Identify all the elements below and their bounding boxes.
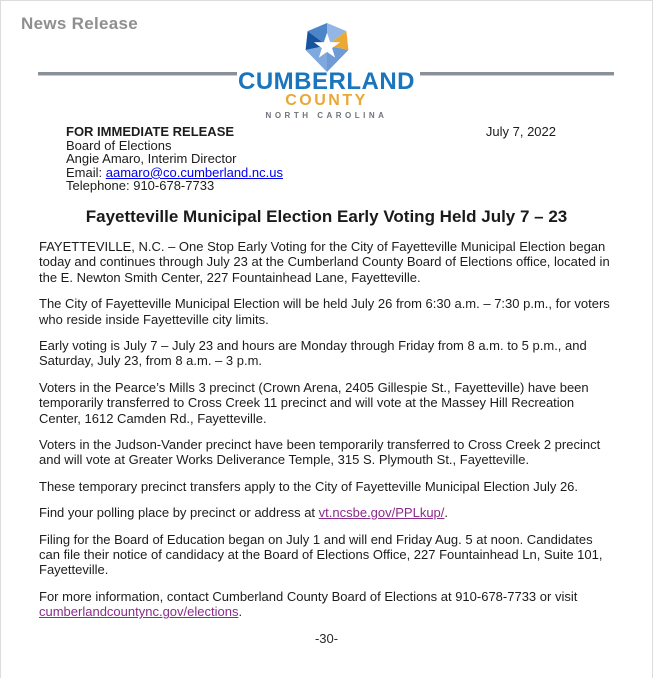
email-link[interactable]: aamaro@co.cumberland.nc.us: [105, 164, 283, 180]
logo-county: COUNTY: [285, 92, 368, 109]
polling-place-link[interactable]: vt.ncsbe.gov/PPLkup/: [318, 505, 445, 521]
release-org: Board of Elections: [66, 137, 172, 153]
release-header: [66, 125, 556, 193]
release-contact-block: [66, 125, 283, 193]
article-body: [39, 239, 614, 620]
paragraph: Filing for the Board of Education began on July 1 and will end Friday Aug. 5 at noon. Candidates can file their notice of candidacy at the Board of Elections Office, 227 Fountainhead Ln, Suite 101, Fayetteville.: [39, 531, 603, 578]
release-contact-name: Angie Amaro, Interim Director: [66, 151, 237, 167]
masthead: [1, 1, 652, 125]
email-label: Email:: [66, 164, 106, 180]
paragraph: Early voting is July 7 – July 23 and hours are Monday through Friday from 8 a.m. to 5 p.m., and Saturday, July 23, from 8 a.m. – 3 p.m.: [39, 338, 587, 369]
paragraph-text: .: [444, 505, 449, 521]
paragraph: Voters in the Judson-Vander precinct have been temporarily transferred to Cross Creek 2 precinct and will vote at Greater Works Deliverance Temple, 315 S. Plymouth St., Fayetteville.: [39, 437, 601, 468]
elections-site-link[interactable]: cumberlandcountync.gov/elections: [39, 604, 239, 620]
paragraph: These temporary precinct transfers apply to the City of Fayetteville Municipal Election July 26.: [39, 478, 579, 494]
release-email-line: [66, 166, 283, 180]
paragraph-text: Find your polling place by precinct or address at: [39, 505, 319, 521]
cumberland-county-star-icon: [300, 22, 354, 73]
paragraph-text: For more information, contact Cumberland County Board of Elections at 910-678-7733 or visit: [39, 588, 578, 604]
immediate-release-label: FOR IMMEDIATE RELEASE: [66, 124, 235, 139]
paragraph-with-link: [39, 505, 614, 520]
news-release-label: News Release: [21, 14, 139, 33]
paragraph: Voters in the Pearce’s Mills 3 precinct (Crown Arena, 2405 Gillespie St., Fayetteville) have been temporarily transferred to Cross Creek 11 precinct and will vote at the Massey Hill Recreation Center, 1612 Camden Rd., Fayetteville.: [39, 379, 589, 426]
paragraph: The City of Fayetteville Municipal Election will be held July 26 from 6:30 a.m. – 7:30 p.m., for voters who reside inside Fayetteville city limits.: [39, 296, 610, 327]
paragraph-text: .: [238, 604, 243, 620]
paragraph: FAYETTEVILLE, N.C. – One Stop Early Voting for the City of Fayetteville Municipal Election began today and continues through July 23 at the Cumberland County Board of Elections office, located in the E. Newton Smith Center, 227 Fountainhead Lane, Fayetteville.: [39, 238, 610, 285]
paragraph-with-link: [39, 589, 614, 620]
logo-state: NORTH CAROLINA: [265, 111, 388, 120]
logo-wordmark: CUMBERLAND: [238, 68, 415, 95]
release-date: July 7, 2022: [485, 124, 556, 139]
end-mark: -30-: [314, 630, 339, 646]
article-title: Fayetteville Municipal Election Early Voting Held July 7 – 23: [85, 206, 568, 226]
release-phone: Telephone: 910-678-7733: [66, 178, 215, 194]
